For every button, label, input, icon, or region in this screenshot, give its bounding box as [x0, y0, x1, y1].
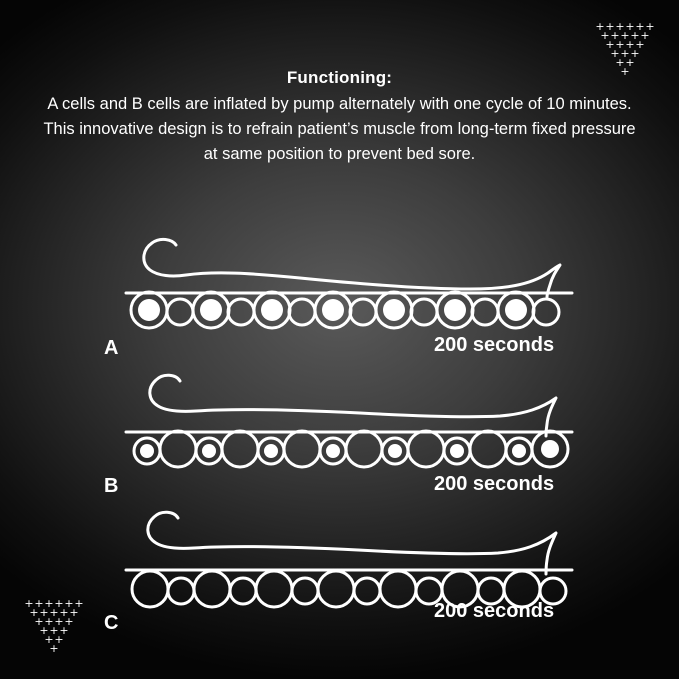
- diagram-row-a: [0, 215, 679, 360]
- diagram-row-b: [0, 354, 679, 499]
- cells-row-a: [131, 292, 559, 328]
- description-line-2: This innovative design is to refrain patient’s muscle from long-term fixed pressure: [43, 120, 636, 138]
- patient-silhouette-a: [144, 239, 560, 297]
- mattress-cycle-diagram: [0, 215, 679, 645]
- row-duration-b: 200 seconds: [434, 473, 555, 495]
- dot-triangle-decoration-bottom-left: ++++++ +++++ ++++ +++ ++ +: [24, 597, 84, 655]
- dot-triangle-decoration-top-right: ++++++ +++++ ++++ +++ ++ +: [595, 20, 655, 78]
- diagram-row-c: [0, 493, 679, 638]
- cells-row-b: [134, 431, 568, 467]
- row-duration-a: 200 seconds: [434, 334, 555, 356]
- description-block: [0, 68, 679, 167]
- row-label-a: A: [104, 337, 119, 359]
- row-label-c: C: [104, 612, 119, 634]
- patient-silhouette-c: [148, 512, 556, 574]
- row-duration-c: 200 seconds: [434, 600, 555, 622]
- row-label-b: B: [104, 475, 119, 497]
- patient-silhouette-b: [150, 375, 556, 436]
- description-line-1: A cells and B cells are inflated by pump alternately with one cycle of 10 minutes.: [47, 95, 632, 113]
- heading-functioning: Functioning:: [286, 68, 393, 87]
- description-line-3: at same position to prevent bed sore.: [203, 145, 476, 163]
